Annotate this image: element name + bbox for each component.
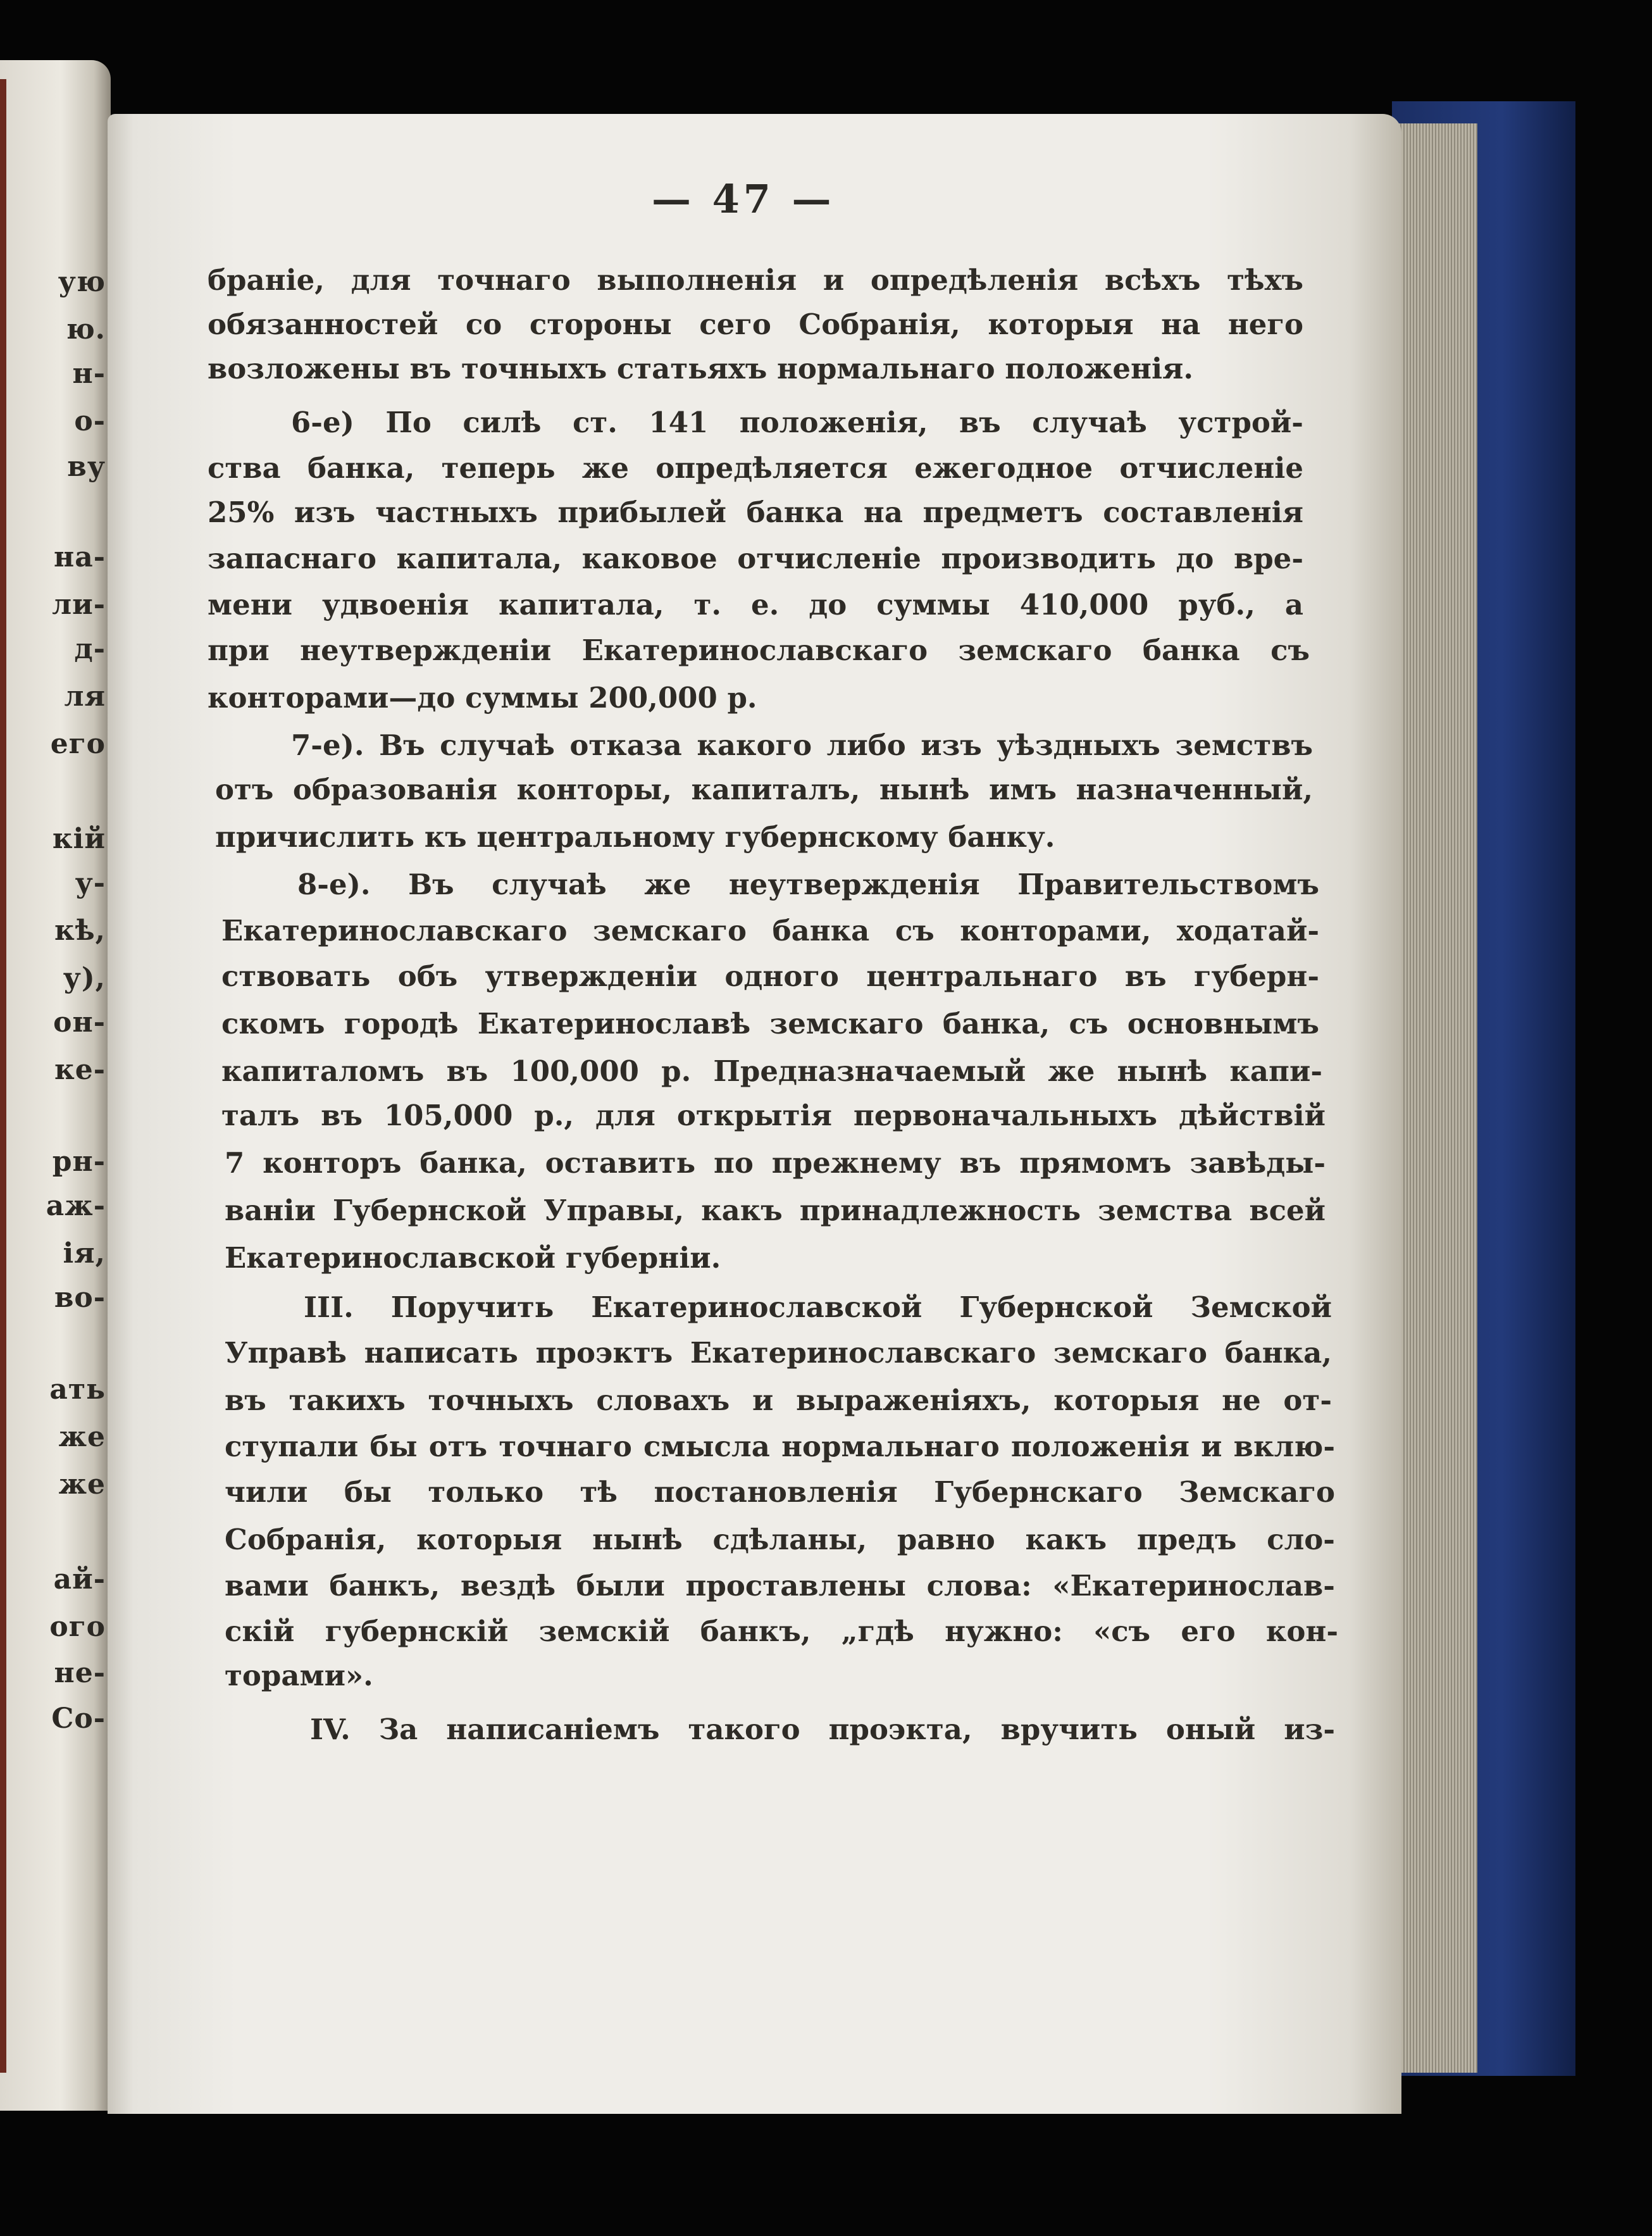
previous-page-spine [0, 79, 6, 2073]
previous-page-line: же [58, 1468, 106, 1501]
previous-page-line: у), [63, 962, 106, 994]
previous-page-line: ву [67, 451, 106, 483]
previous-page-line: же [58, 1421, 106, 1453]
text-line: Управѣ написать проэктъ Екатеринославскаго земскаго банка, [225, 1336, 1332, 1370]
text-line: IV. За написаніемъ такого проэкта, вручить оный из- [310, 1713, 1335, 1746]
previous-page-line: ать [49, 1373, 106, 1406]
text-line: 7-е). Въ случаѣ отказа какого либо изъ уѣздныхъ земствъ [291, 728, 1313, 762]
text-line: 6-е) По силѣ ст. 141 положенія, въ случаѣ устрой- [291, 406, 1303, 439]
previous-page-line: его [50, 728, 106, 760]
text-line: чили бы только тѣ постановленія Губернскаго Земскаго [225, 1475, 1335, 1509]
text-line: возложены въ точныхъ статьяхъ нормальнаго положенія. [208, 352, 1193, 385]
text-line: III. Поручить Екатеринославской Губернской Земской [304, 1290, 1332, 1324]
text-line: 8-е). Въ случаѣ же неутвержденія Правительствомъ [297, 868, 1319, 901]
previous-page [0, 60, 111, 2111]
previous-page-line: ія, [63, 1237, 106, 1270]
text-line: Екатеринославской губерніи. [225, 1241, 721, 1275]
text-line: ваніи Губернской Управы, какъ принадлежность земства всей [225, 1194, 1326, 1227]
previous-page-line: ую [58, 266, 106, 298]
previous-page-line: ля [64, 680, 106, 713]
previous-page-line: д- [74, 633, 106, 665]
previous-page-line: не- [54, 1657, 106, 1689]
text-line: торами». [225, 1659, 373, 1692]
text-line: при неутвержденіи Екатеринославскаго земскаго банка съ [208, 634, 1310, 667]
text-line: браніе, для точнаго выполненія и опредѣленія всѣхъ тѣхъ [208, 263, 1303, 297]
text-line: обязанностей со стороны сего Собранія, которыя на него [208, 308, 1303, 341]
text-line: капиталомъ въ 100,000 р. Предназначаемый же нынѣ капи- [221, 1054, 1322, 1088]
previous-page-line: кій [52, 823, 106, 855]
text-line: конторами—до суммы 200,000 р. [208, 681, 757, 715]
previous-page-line: ого [49, 1611, 106, 1643]
text-line: ступали бы отъ точнаго смысла нормальнаго положенія и вклю- [225, 1430, 1335, 1463]
text-line: ства банка, теперь же опредѣляется ежегодное отчисленіе [208, 451, 1303, 485]
text-line: талъ въ 105,000 р., для открытія первоначальныхъ дѣйствій [221, 1099, 1326, 1132]
previous-page-line: ке- [54, 1054, 106, 1086]
text-line: скомъ городѣ Екатеринославѣ земскаго банка, съ основнымъ [221, 1007, 1319, 1040]
previous-page-line: кѣ, [54, 915, 106, 947]
previous-page-line: аж- [46, 1190, 106, 1222]
text-line: 25% изъ частныхъ прибылей банка на предметъ составленія [208, 496, 1303, 529]
text-line: отъ образованія конторы, капиталъ, нынѣ имъ назначенный, [215, 773, 1313, 806]
previous-page-line: во- [54, 1282, 106, 1314]
page-number: — 47 — [652, 176, 835, 222]
text-line: скій губернскій земскій банкъ, „гдѣ нужно: «съ его кон- [225, 1615, 1338, 1648]
text-line: вами банкъ, вездѣ были проставлены слова: «Екатеринослав- [225, 1569, 1335, 1602]
text-line: мени удвоенія капитала, т. е. до суммы 410,000 руб., а [208, 588, 1303, 621]
previous-page-line: н- [72, 358, 106, 390]
previous-page-line: ай- [53, 1563, 106, 1596]
previous-page-line: ли- [52, 589, 106, 621]
previous-page-line: рн- [52, 1146, 106, 1178]
text-line: Екатеринославскаго земскаго банка съ конторами, ходатай- [221, 914, 1319, 947]
text-line: ствовать объ утвержденіи одного центральнаго въ губерн- [221, 959, 1319, 993]
page-edges [1395, 123, 1477, 2073]
text-line: въ такихъ точныхъ словахъ и выраженіяхъ, которыя не от- [225, 1383, 1332, 1417]
previous-page-line: он- [53, 1006, 106, 1039]
text-line: причислить къ центральному губернскому банку. [215, 820, 1055, 854]
previous-page-line: Со- [51, 1702, 106, 1735]
previous-page-line: у- [75, 867, 106, 899]
text-line: запаснаго капитала, каковое отчисленіе производить до вре- [208, 542, 1303, 575]
previous-page-line: на- [54, 541, 106, 573]
text-line: Собранія, которыя нынѣ сдѣланы, равно какъ предъ сло- [225, 1523, 1335, 1556]
previous-page-line: о- [74, 405, 106, 437]
previous-page-line: ю. [66, 313, 106, 346]
text-line: 7 конторъ банка, оставить по прежнему въ прямомъ завѣды- [225, 1146, 1326, 1180]
